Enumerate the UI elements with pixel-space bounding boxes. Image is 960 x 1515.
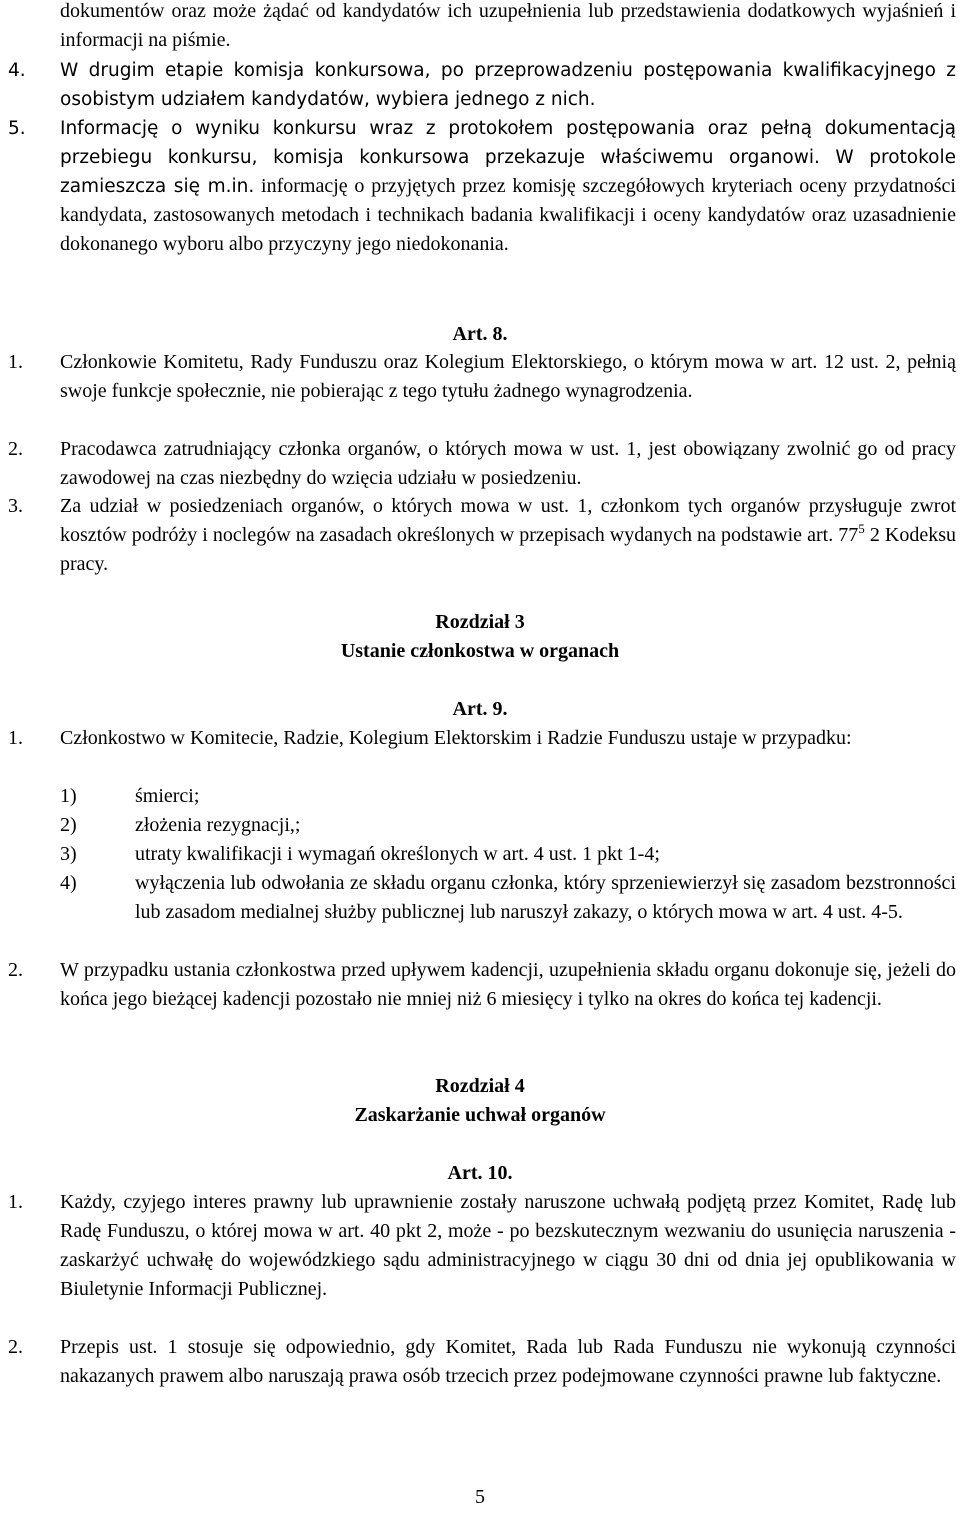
paragraph-text: Członkowie Komitetu, Rady Funduszu oraz Kolegium Elektorskiego, o którym mowa w art. 12 ust. 2, pełnią swoje funkcje społecznie, nie pobierając z tego tytułu żadnego wynagrodzenia. (60, 351, 956, 402)
subitem-number: 1) (60, 785, 77, 807)
art9-subitem-4 (60, 869, 956, 927)
paragraph-text: Pracodawca zatrudniający członka organów, o których mowa w ust. 1, jest obowiązany zwolnić go od pracy zawodowej na czas niezbędny do wzięcia udziału w posiedzeniu. (60, 438, 956, 489)
subitem-text: utraty kwalifikacji i wymagań określonych w art. 4 ust. 1 pkt 1-4; (135, 843, 660, 865)
art9-subitem-2 (60, 811, 956, 840)
paragraph-text-b: 2 Kodeksu pracy. (60, 524, 956, 575)
art8-paragraph-2 (8, 435, 956, 493)
subitem-text: wyłączenia lub odwołania ze składu organu członka, który sprzeniewierzył się zasadom bezstronności lub zasadom medialnej służby publicznej lub naruszył zakazy, o których mowa w art. 4 ust. 4-5. (135, 872, 956, 923)
paragraph-text: Przepis ust. 1 stosuje się odpowiednio, gdy Komitet, Rada lub Rada Funduszu nie wykonują czynności nakazanych prawem albo naruszają prawa osób trzecich przez podejmowane czynności prawne lub faktyczne. (60, 1336, 956, 1387)
chapter-3-title: Rozdział 3 (435, 611, 525, 633)
chapter-4-subtitle: Zaskarżanie uchwał organów (354, 1104, 606, 1126)
chapter-4-title: Rozdział 4 (435, 1075, 525, 1097)
superscript: 5 (858, 521, 865, 536)
paragraph-text: dokumentów oraz może żądać od kandydatów ich uzupełnienia lub przedstawienia dodatkowych wyjaśnień i informacji na piśmie. (60, 0, 956, 51)
art10-paragraph-1 (8, 1188, 956, 1304)
subitem-number: 3) (60, 843, 77, 865)
paragraph-number: 1. (8, 1191, 23, 1213)
paragraph-text (60, 492, 956, 579)
paragraph-number: 2. (8, 1336, 23, 1358)
chapter-3-subtitle: Ustanie członkostwa w organach (340, 640, 620, 662)
paragraph-text-a: Za udział w posiedzeniach organów, o których mowa w ust. 1, członkom tych organów przysługuje zwrot kosztów podróży i noclegów na zasadach określonych w przepisach wydanych na podstawie art. 77 (60, 495, 956, 546)
art9-subitem-1 (60, 782, 956, 811)
page-number: 5 (475, 1486, 485, 1508)
paragraph-number: 4. (8, 60, 26, 81)
article-9-title: Art. 9. (452, 698, 508, 720)
paragraph-text-serif: informację o przyjętych przez komisję szczegółowych kryteriach oceny przydatności kandydata, zastosowanych metodach i technikach badania kwalifikacji i oceny kandydatów oraz uzasadnienie dokonanego wyboru albo przyczyny jego niedokonania. (60, 175, 956, 255)
art9-subitem-3 (60, 840, 956, 869)
paragraph-text: Każdy, czyjego interes prawny lub uprawnienie zostały naruszone uchwałą podjętą przez Komitet, Radę lub Radę Funduszu, o której mowa w art. 40 pkt 2, może - po bezskutecznym wezwaniu do usunięcia naruszenia - zaskarżyć uchwałę do wojewódzkiego sądu administracyjnego w ciągu 30 dni od dnia jej opublikowania w Biuletynie Informacji Publicznej. (60, 1191, 956, 1300)
subitem-number: 2) (60, 814, 77, 836)
subitem-number: 4) (60, 872, 77, 894)
art9-paragraph-2 (8, 956, 956, 1014)
paragraph-number: 1. (8, 351, 23, 373)
art9-paragraph-1 (8, 724, 956, 753)
paragraph-continuation (8, 0, 956, 55)
paragraph-text: Członkostwo w Komitecie, Radzie, Kolegium Elektorskim i Radzie Funduszu ustaje w przypadku: (60, 727, 852, 749)
paragraph-number: 2. (8, 438, 23, 460)
art10-paragraph-2 (8, 1333, 956, 1391)
paragraph-number: 2. (8, 959, 23, 981)
paragraph-text: W przypadku ustania członkostwa przed upływem kadencji, uzupełnienia składu organu dokonuje się, jeżeli do końca jego bieżącej kadencji pozostało nie mniej niż 6 miesięcy i tylko na okres do końca tej kadencji. (60, 959, 956, 1010)
art8-paragraph-3 (8, 492, 956, 579)
art8-paragraph-1 (8, 348, 956, 406)
paragraph-text: W drugim etapie komisja konkursowa, po przeprowadzeniu postępowania kwalifikacyjnego z osobistym udziałem kandydatów, wybiera jednego z nich. (60, 60, 956, 110)
paragraph-text-sans: Informację o wyniku konkursu wraz z protokołem postępowania oraz pełną dokumentacją przebiegu konkursu, komisja konkursowa przekazuje właściwemu organowi. W protokole zamieszcza się m.in. (60, 118, 956, 197)
article-8-title: Art. 8. (452, 323, 508, 345)
paragraph-number: 1. (8, 727, 23, 749)
paragraph-4 (8, 56, 956, 114)
subitem-text: złożenia rezygnacji,; (135, 814, 301, 836)
paragraph-number: 5. (8, 118, 26, 139)
subitem-text: śmierci; (135, 785, 200, 807)
paragraph-text (60, 114, 956, 259)
paragraph-5 (8, 114, 956, 259)
paragraph-number: 3. (8, 495, 23, 517)
article-10-title: Art. 10. (447, 1162, 513, 1184)
